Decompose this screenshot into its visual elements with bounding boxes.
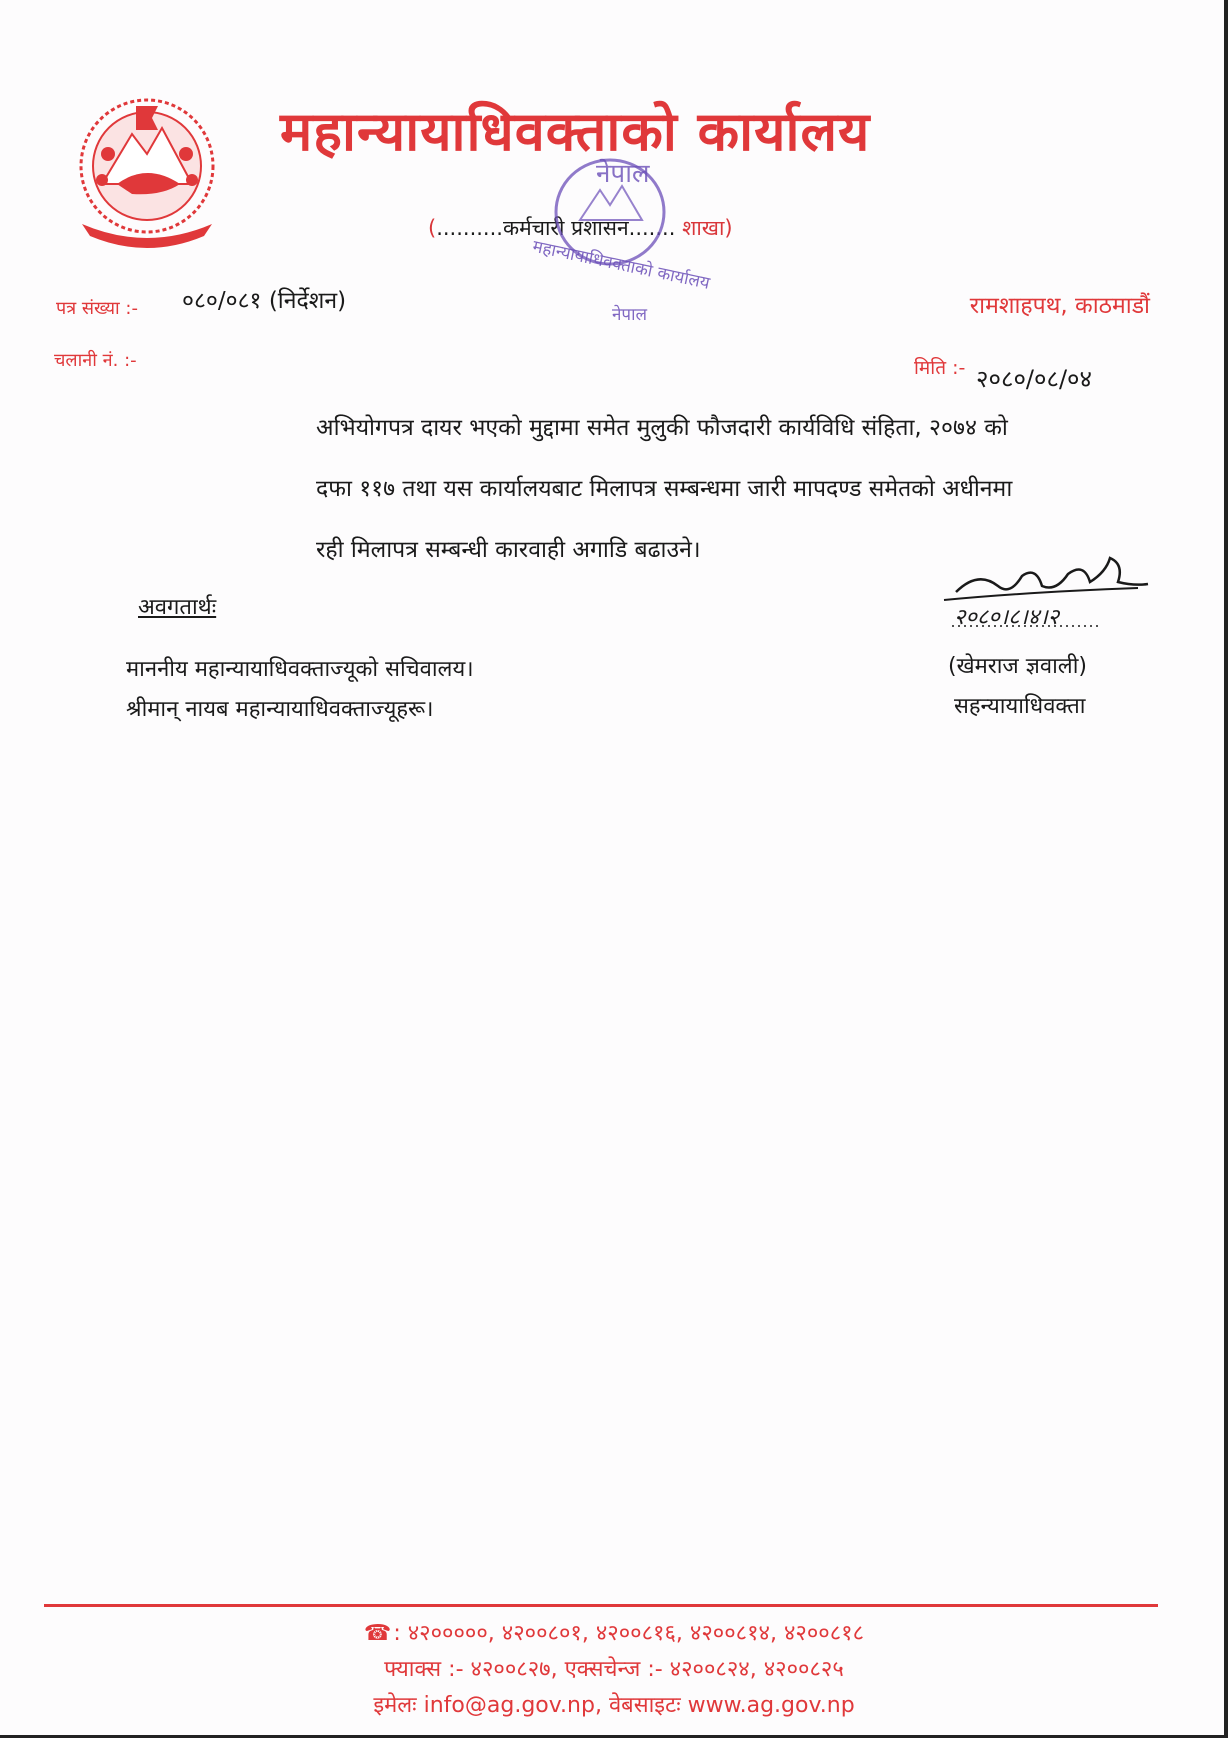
branch-name: ..........कर्मचारी प्रशासन.......	[436, 216, 676, 240]
scan-edge-right	[1224, 0, 1228, 1738]
signatory-designation: सहन्यायाधिवक्ता	[954, 694, 1086, 719]
body-line-1: अभियोगपत्र दायर भएको मुद्दामा समेत मुलुकी फौजदारी कार्यविधि संहिता, २०७४ को	[316, 415, 1008, 441]
dispatch-number-label: चलानी नं. :-	[54, 350, 137, 371]
branch-open: (	[428, 216, 437, 240]
svg-text:महान्यायाधिवक्ताको कार्यालय: महान्यायाधिवक्ताको कार्यालय	[530, 236, 712, 294]
reference-number-value: ०८०/०८१ (निर्देशन)	[182, 288, 347, 314]
svg-text:नेपाल: नेपाल	[596, 159, 650, 189]
letter-footer	[0, 1616, 1228, 1724]
body-line-3: रही मिलापत्र सम्बन्धी कारवाही अगाडि बढाउने।	[316, 537, 701, 563]
handwritten-signature	[938, 552, 1154, 642]
nepal-government-emblem-icon	[62, 84, 232, 254]
footer-fax: फ्याक्स :- ४२००८२७, एक्सचेन्ज :- ४२००८२४, ४२००८२५	[384, 1657, 844, 1682]
svg-text:नेपाल: नेपाल	[612, 305, 648, 325]
footer-phones	[0, 1616, 1228, 1652]
body-line-2: दफा ११७ तथा यस कार्यालयबाट मिलापत्र सम्बन्धमा जारी मापदण्ड समेतको अधीनमा	[316, 476, 1013, 502]
date-label: मिति :-	[914, 357, 966, 379]
signatory-name: (खेमराज ज्ञवाली)	[948, 654, 1087, 679]
date-value: २०८०/०८/०४	[976, 365, 1093, 393]
office-seal-stamp	[510, 150, 740, 330]
telephone-icon: ☎	[363, 1621, 392, 1646]
footer-email-web: इमेलः info@ag.gov.np, वेबसाइटः www.ag.gov.np	[373, 1693, 855, 1718]
phone-numbers: : ४२०००००, ४२००८०१, ४२००८१६, ४२००८१४, ४२००८१८	[393, 1621, 865, 1646]
branch-suffix: शाखा)	[682, 216, 733, 240]
office-title: महान्यायाधिवक्ताको कार्यालय	[280, 100, 871, 163]
cc-list	[126, 650, 474, 730]
svg-text:२०८०।८।४।२: २०८०।८।४।२	[954, 605, 1060, 630]
reference-number-label: पत्र संख्या :-	[56, 298, 138, 319]
cc-item: माननीय महान्यायाधिवक्ताज्यूको सचिवालय।	[126, 657, 474, 682]
office-address: रामशाहपथ, काठमाडौं	[969, 293, 1150, 319]
footer-rule	[44, 1604, 1158, 1607]
cc-item: श्रीमान् नायब महान्यायाधिवक्ताज्यूहरू।	[126, 697, 434, 722]
cc-heading: अवगतार्थः	[138, 595, 217, 620]
